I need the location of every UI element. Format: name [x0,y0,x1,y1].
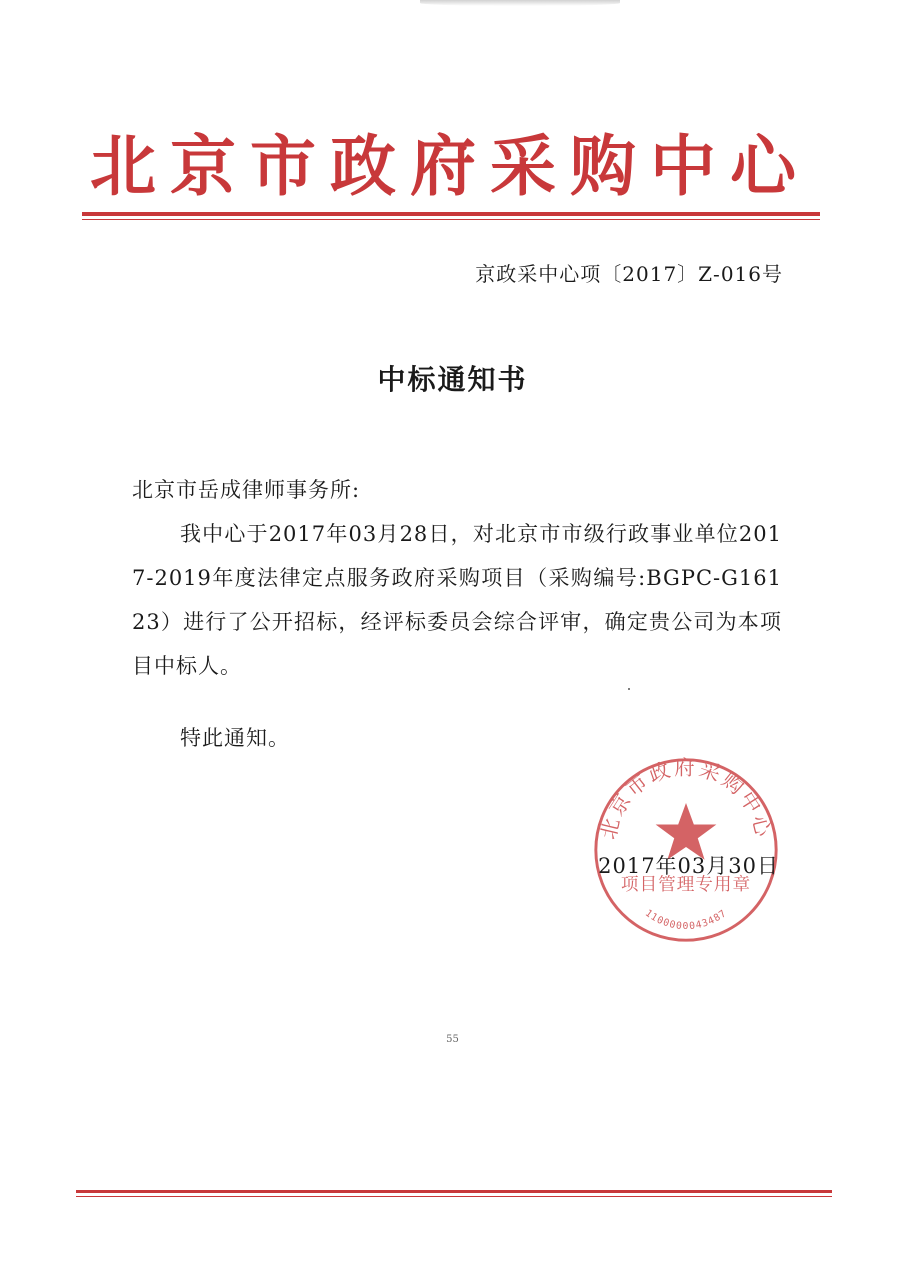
seal-top-text: 北京市政府采购中心 [596,755,776,842]
letterhead-rule-thin [82,219,820,220]
scan-speck [628,688,630,690]
document-title: 中标通知书 [377,363,528,396]
document-number: 京政采中心项〔2017〕Z-016号 [475,262,783,286]
footer-rule-thin [76,1196,832,1197]
page-number: 55 [446,1034,459,1045]
letterhead-title: 北京市政府采购中心 [90,127,810,205]
letterhead-rule-thick [82,212,820,216]
footer-rule-thick [76,1190,832,1193]
seal-bottom-text: 项目管理专用章 [620,875,752,896]
scan-shadow [420,0,620,6]
issue-date: 2017年03月30日 [598,854,779,878]
closing-line: 特此通知。 [180,726,290,750]
addressee: 北京市岳成律师事务所: [132,478,361,502]
body-paragraph: 我中心于2017年03月28日，对北京市市级行政事业单位2017-2019年度法律定点服务政府采购项目（采购编号:BGPC-G16123）进行了公开招标，经评标委员会综合评审，确定贵公司为本项目中标人。 [132,522,782,678]
seal-serial-number: 1100000043487 [642,907,730,933]
